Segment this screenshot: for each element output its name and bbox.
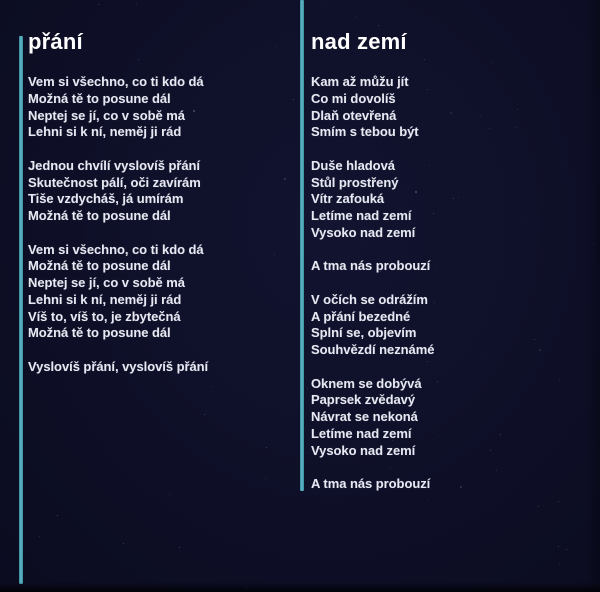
stanza <box>28 158 208 225</box>
dust-speck <box>25 118 26 119</box>
lyric-line: Co mi dovolíš <box>311 90 396 106</box>
stanza <box>311 292 434 359</box>
dust-speck <box>138 59 139 60</box>
dust-speck <box>465 129 466 130</box>
lyric-line: Smím s tebou být <box>311 124 419 140</box>
dust-speck <box>211 386 212 387</box>
stanza <box>311 376 434 460</box>
dust-speck <box>293 99 294 100</box>
dust-speck <box>225 137 226 138</box>
lyric-line: Vyslovíš přání, vyslovíš přání <box>28 358 209 374</box>
dust-speck <box>169 494 170 495</box>
lyric-line: Možná tě to posune dál <box>28 325 171 341</box>
dust-speck <box>458 197 459 198</box>
dust-speck <box>378 25 379 26</box>
dust-speck <box>559 379 560 380</box>
page-edge-shadow-right <box>586 0 600 592</box>
lyric-line: Jednou chvílí vyslovíš přání <box>28 157 200 173</box>
lyric-line: Lehni si k ní, neměj ji rád <box>28 124 182 140</box>
dust-speck <box>284 178 286 180</box>
lyric-line: Oknem se dobývá <box>311 375 422 391</box>
lyric-line: A tma nás probouzí <box>311 258 431 274</box>
dust-speck <box>424 59 425 60</box>
dust-speck <box>123 543 124 544</box>
dust-speck <box>266 447 267 448</box>
lyric-line: Letíme nad zemí <box>311 425 412 441</box>
dust-speck <box>239 334 240 335</box>
dust-speck <box>136 3 137 4</box>
dust-speck <box>486 356 487 357</box>
lyric-line: V očích se odrážím <box>311 291 428 307</box>
dust-speck <box>204 414 205 415</box>
dust-speck <box>237 129 238 130</box>
stanza <box>311 158 434 242</box>
lyric-line: Lehni si k ní, neměj ji rád <box>28 291 182 307</box>
dust-speck <box>517 109 518 110</box>
dust-speck <box>490 450 491 451</box>
dust-speck <box>450 112 452 114</box>
dust-speck <box>560 161 561 162</box>
dust-speck <box>566 549 567 550</box>
dust-speck <box>462 281 463 282</box>
lyric-line: Stůl prostřený <box>311 174 399 190</box>
left-accent-line <box>19 36 23 584</box>
lyric-line: Možná tě to posune dál <box>28 258 171 274</box>
lyric-line: Vítr zafouká <box>311 191 385 207</box>
lyric-line: Neptej se jí, co v sobě má <box>28 275 185 290</box>
dust-speck <box>449 337 450 338</box>
dust-speck <box>492 62 493 63</box>
dust-speck <box>285 61 286 62</box>
dust-speck <box>307 388 308 389</box>
dust-speck <box>538 506 539 507</box>
lyric-line: Dlaň otevřená <box>311 107 397 123</box>
dust-speck <box>98 4 99 5</box>
song-title-prani: přání <box>28 29 83 54</box>
lyric-line: Souhvězdí neznámé <box>311 342 435 357</box>
stanza <box>311 476 434 493</box>
lyric-line: Možná tě to posune dál <box>28 208 171 223</box>
dust-speck <box>515 127 516 128</box>
lyric-line: Splní se, objevím <box>311 325 417 341</box>
stanza <box>28 359 208 376</box>
dust-speck <box>11 104 12 105</box>
dust-speck <box>500 434 501 435</box>
lyric-line: Vysoko nad zemí <box>311 442 416 458</box>
dust-speck <box>428 500 429 501</box>
dust-speck <box>179 547 180 548</box>
lyrics-column-prani <box>28 74 208 376</box>
dust-speck <box>276 46 277 47</box>
stanza <box>28 74 208 141</box>
page-edge-shadow-bottom <box>0 582 600 592</box>
lyric-line: Paprsek zvědavý <box>311 392 416 408</box>
dust-speck <box>559 564 560 565</box>
dust-speck <box>480 116 481 117</box>
dust-speck <box>441 249 442 250</box>
dust-speck <box>322 7 323 8</box>
lyric-line: Skutečnost pálí, oči zavírám <box>28 174 201 190</box>
dust-speck <box>489 128 490 129</box>
lyric-line: Duše hladová <box>311 157 395 173</box>
dust-speck <box>11 471 12 472</box>
dust-speck <box>525 104 526 105</box>
dust-speck <box>539 349 541 351</box>
dust-speck <box>437 381 438 382</box>
stanza <box>311 258 434 275</box>
lyric-line: Neptej se jí, co v sobě má <box>28 107 185 123</box>
dust-speck <box>496 470 497 471</box>
dust-speck <box>356 16 357 17</box>
lyric-line: Kam až můžu jít <box>311 74 409 89</box>
stanza <box>311 74 434 141</box>
lyric-line: Vysoko nad zemí <box>311 224 416 240</box>
dust-speck <box>558 546 559 547</box>
dust-speck <box>435 269 436 270</box>
dust-speck <box>439 436 440 437</box>
lyric-line: A tma nás probouzí <box>311 476 431 491</box>
lyrics-column-nad-zemi <box>311 74 434 493</box>
lyric-line: Vem si všechno, co ti kdo dá <box>28 74 204 89</box>
right-accent-line <box>300 0 304 491</box>
dust-speck <box>274 254 275 255</box>
dust-speck <box>534 339 535 340</box>
lyric-line: Letíme nad zemí <box>311 208 412 223</box>
lyric-line: Vem si všechno, co ti kdo dá <box>28 241 204 257</box>
dust-speck <box>548 450 549 451</box>
lyric-line: Tiše vzdycháš, já umírám <box>28 191 184 207</box>
lyric-line: A přání bezedné <box>311 308 411 324</box>
dust-speck <box>270 485 271 486</box>
song-title-nad-zemi: nad zemí <box>311 29 407 54</box>
dust-speck <box>39 536 40 537</box>
lyric-line: Návrat se nekoná <box>311 409 418 424</box>
stanza <box>28 242 208 343</box>
dust-speck <box>558 501 559 502</box>
lyric-line: Možná tě to posune dál <box>28 90 171 106</box>
dust-speck <box>527 223 528 224</box>
dust-speck <box>555 98 556 99</box>
dust-speck <box>265 478 266 479</box>
dust-speck <box>453 198 454 199</box>
dust-speck <box>460 486 462 488</box>
dust-speck <box>57 515 58 516</box>
lyric-line: Víš to, víš to, je zbytečná <box>28 308 181 324</box>
